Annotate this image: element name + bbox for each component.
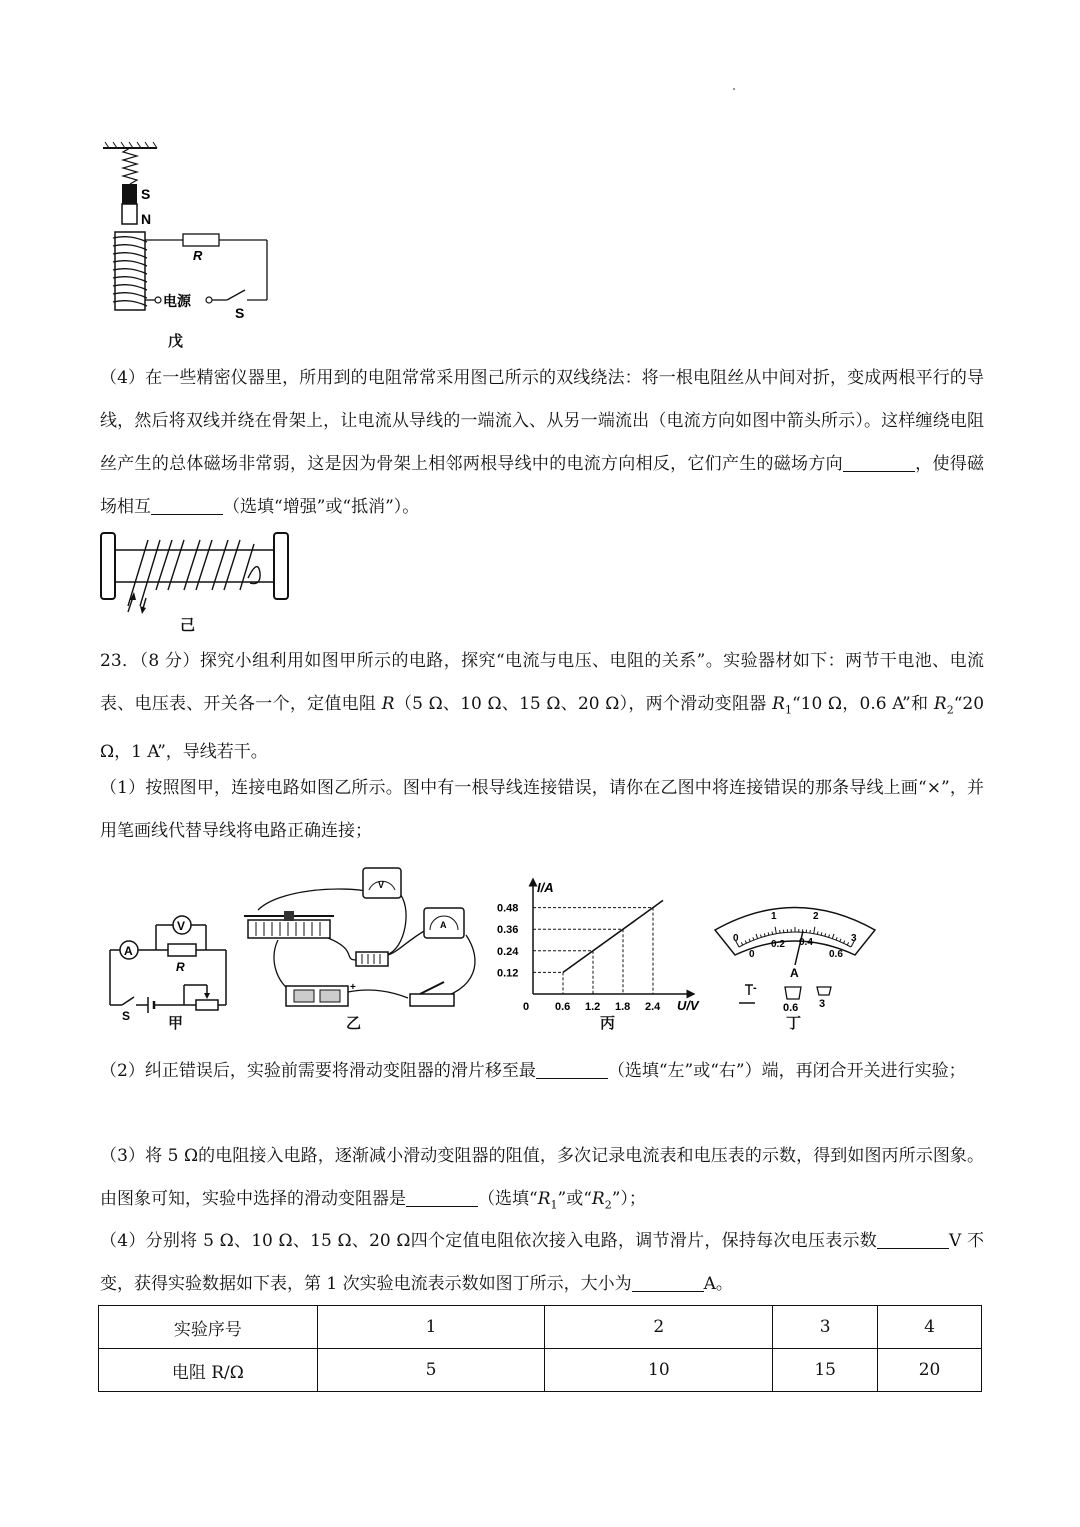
- table-cell: 20: [878, 1349, 982, 1392]
- chart-series-line-0: [563, 900, 663, 972]
- table-cell: 15: [773, 1349, 878, 1392]
- q23-intro-r: R: [381, 694, 395, 714]
- figure-ding: [705, 895, 885, 1015]
- ding-terminal-neg: -: [753, 982, 757, 994]
- q23-part4-c: A。: [703, 1274, 733, 1294]
- q23-intro: [100, 640, 984, 774]
- figure-yi-caption: 乙: [346, 1014, 362, 1032]
- answer-blank-direction[interactable]: [843, 454, 915, 472]
- table-cell: 4: [878, 1306, 982, 1349]
- q22-part4: [100, 357, 984, 529]
- q23-part3-r2-sub: 2: [604, 1198, 612, 1212]
- table-cell: 1: [317, 1306, 545, 1349]
- ding-top-tick-1: 1: [771, 911, 777, 922]
- table-row-label: 实验序号: [99, 1306, 318, 1349]
- q23-part3: [100, 1135, 984, 1226]
- chart-x-tick-0: 0: [523, 1001, 530, 1013]
- chart-x-tick-1: 0.6: [555, 1001, 571, 1013]
- ding-scale-tick: [768, 932, 769, 935]
- q23-part2-b: （选填“左”或“右”）端，再闭合开关进行实验；: [607, 1061, 966, 1081]
- ding-unit-label: A: [790, 966, 799, 980]
- jia-voltmeter-label: V: [177, 919, 186, 933]
- chart-y-tick-3: 0.48: [497, 902, 519, 915]
- ding-scale-tick: [772, 931, 773, 934]
- q23-part3-c: ”或“: [557, 1189, 592, 1209]
- q23-part4-a: （4）分别将 5 Ω、10 Ω、15 Ω、20 Ω四个定值电阻依次接入电路，调节滑片，保持每次电压表示数: [100, 1231, 878, 1251]
- ding-terminal-06: 0.6: [783, 1002, 799, 1014]
- q23-intro-r1-sub: 1: [784, 703, 792, 717]
- q23-part1: （1）按照图甲，连接电路如图乙所示。图中有一根导线连接错误，请你在乙图中将连接错误的那条导线上画“×”，并用笔画线代替导线将电路正确连接；: [100, 778, 984, 841]
- ding-scale-tick: [821, 932, 822, 935]
- power-label: 电源: [163, 293, 191, 309]
- ding-bottom-tick-0: 0: [749, 949, 755, 960]
- q22-part4-text-c: （选填“增强”或“抵消”）。: [223, 497, 420, 517]
- jia-resistor-label: R: [176, 960, 185, 974]
- pole-s-label: S: [141, 186, 151, 202]
- figure-ji: [98, 528, 293, 620]
- chart-y-tick-0: 0.12: [497, 967, 519, 980]
- q23-intro-b: （5 Ω、10 Ω、15 Ω、20 Ω），两个滑动变阻器: [394, 694, 773, 714]
- ding-top-tick-2: 2: [813, 911, 819, 922]
- q23-part3-b: （选填“: [478, 1189, 538, 1209]
- table-cell: 2: [545, 1306, 773, 1349]
- ding-terminal-3: 3: [819, 998, 826, 1010]
- chart-caption: 丙: [600, 1014, 616, 1032]
- ding-top-tick-0: 0: [733, 933, 739, 944]
- q23-part3-r1-sub: 1: [550, 1198, 558, 1212]
- q23-intro-r2: R: [933, 694, 947, 714]
- stray-dot: [733, 88, 735, 90]
- q23-part3-a: （3）将 5 Ω的电阻接入电路，逐渐减小滑动变阻器的阻值，多次记录电流表和电压表的示数，得到如图丙所示图象。由图象可知，实验中选择的滑动变阻器是: [100, 1146, 984, 1209]
- ding-top-tick-3: 3: [851, 933, 857, 944]
- q23-intro-r2-sub: 2: [946, 703, 954, 717]
- chart-ylabel: I/A: [537, 880, 554, 895]
- ding-bottom-tick-2: 0.4: [799, 937, 813, 948]
- chart-y-tick-2: 0.36: [497, 924, 519, 937]
- pole-n-label: N: [141, 211, 152, 227]
- q23-part3-r2: R: [591, 1189, 605, 1209]
- answer-blank-slider-end[interactable]: [536, 1061, 608, 1079]
- q23-part3-d: ”）；: [611, 1189, 646, 1209]
- resistor-r-label: R: [193, 248, 203, 263]
- q23-intro-c: “10 Ω，0.6 A”和: [791, 694, 934, 714]
- answer-blank-rheostat[interactable]: [406, 1189, 478, 1207]
- ding-scale-tick: [817, 931, 818, 934]
- q23-part3-r1: R: [537, 1189, 551, 1209]
- chart-x-tick-2: 1.2: [585, 1001, 601, 1013]
- yi-ammeter-label: A: [440, 920, 447, 930]
- figure-ding-caption: 丁: [786, 1014, 802, 1032]
- table-cell: 5: [317, 1349, 545, 1392]
- chart-xlabel: U/V: [677, 998, 699, 1013]
- yi-voltmeter-label: V: [378, 880, 385, 890]
- ding-bottom-tick-1: 0.2: [771, 939, 785, 950]
- q23-part2-a: （2）纠正错误后，实验前需要将滑动变阻器的滑片移至最: [100, 1061, 536, 1081]
- figure-wu-caption: 戊: [168, 332, 184, 350]
- table-row: [99, 1349, 982, 1392]
- q23-intro-d: “20 Ω，1 A”，导线若干。: [100, 694, 985, 763]
- chart-y-tick-1: 0.24: [497, 945, 519, 958]
- data-table: [98, 1305, 982, 1392]
- q23-intro-a: 23．（8 分）探究小组利用如图甲所示的电路，探究“电流与电压、电阻的关系”。实验器材如下：两节干电池、电流表、电压表、开关各一个，定值电阻: [100, 651, 984, 714]
- q23-part4: [100, 1220, 984, 1306]
- yi-plus-label: +: [350, 982, 356, 993]
- q23-intro-r1: R: [772, 694, 785, 714]
- figure-yi: [238, 860, 478, 1020]
- q22-part4-text-a: （4）在一些精密仪器里，所用到的电阻常常采用图己所示的双线绕法：将一根电阻丝从中间对折，变成两根平行的导线，然后将双线并绕在骨架上，让电流从导线的一端流入、从另一端流出（电流方向如图中箭头所示）。这样缠绕电阻丝产生的总体磁场非常弱，这是因为骨架上相邻两根导线中的电流方向相反，它们产生的磁场方向: [100, 368, 984, 474]
- jia-switch-label: S: [122, 1009, 131, 1020]
- switch-s-label: S: [235, 305, 245, 321]
- figure-jia: [100, 905, 235, 1020]
- figure-jia-caption: 甲: [168, 1014, 184, 1032]
- figure-ji-caption: 己: [180, 616, 196, 634]
- table-cell: 10: [545, 1349, 773, 1392]
- answer-blank-current[interactable]: [632, 1274, 704, 1292]
- table-row: [99, 1306, 982, 1349]
- q23-part4-b: V 不变，获得实验数据如下表，第 1 次实验电流表示数如图丁所示，大小为: [100, 1231, 984, 1294]
- chart-x-tick-4: 2.4: [645, 1001, 661, 1013]
- jia-ammeter-label: A: [124, 944, 133, 958]
- table-cell: 3: [773, 1306, 878, 1349]
- ding-bottom-tick-3: 0.6: [829, 949, 843, 960]
- figure-wu: [95, 140, 285, 355]
- q22-part4-text-b: ，使得磁场相互: [100, 454, 985, 517]
- answer-blank-effect[interactable]: [151, 497, 223, 515]
- chart-x-tick-3: 1.8: [615, 1001, 631, 1013]
- q23-part2: [100, 1050, 984, 1093]
- chart-bing: [495, 872, 715, 1022]
- table-row-label: 电阻 R/Ω: [99, 1349, 318, 1392]
- answer-blank-voltage[interactable]: [877, 1231, 949, 1249]
